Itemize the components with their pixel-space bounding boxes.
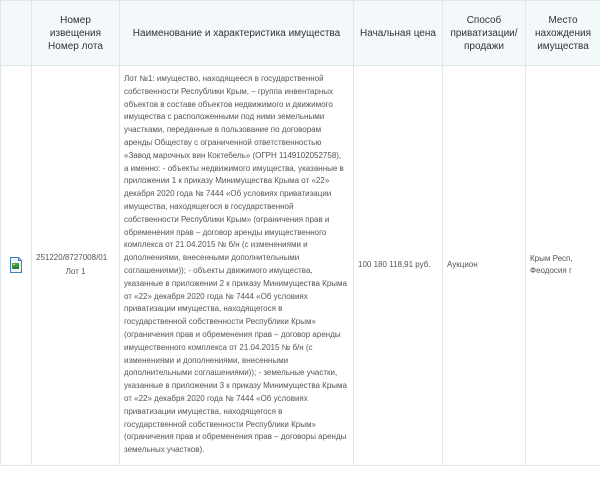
- document-icon[interactable]: [9, 257, 23, 273]
- header-icon-cell: [1, 1, 32, 66]
- header-method: Способ приватизации/ продажи: [443, 1, 526, 66]
- table-row[interactable]: [1, 66, 600, 466]
- place-cell: Крым Респ, Феодосия г: [526, 66, 600, 466]
- notice-number-cell: [32, 66, 120, 466]
- header-price: Начальная цена: [354, 1, 443, 66]
- notice-number[interactable]: 251220/8727008/01: [36, 252, 108, 262]
- header-notice-number: Номер извещения Номер лота: [32, 1, 120, 66]
- description-cell: Лот №1: имущество, находящееся в государственной собственности Республики Крым, – группа инвентарных объектов в составе объектов недвижимого и движимого имущества с расположенными под ними земельными участками, переданные в пользование по договорам аренды Обществу с ограниченной ответственностью «Завод марочных вин Коктебель» (ОГРН 1149102052758), а именно: - объекты недвижимого имущества, указанные в приложении 1 к приказу Минимущества Крыма от «22» декабря 2020 года № 7444 «Об условиях приватизации имущества, находящегося в государственной собственности Республики Крым» (ограничения прав и обременения прав – договор аренды имущественного комплекса от 21.04.2015 № б/н (с изменениями и дополнениями, внесенными дополнительными соглашениями)); - объекты движимого имущества, указанные в приложении 2 к приказу Минимущества Крыма от «22» декабря 2020 года № 7444 «Об условиях приватизации имущества, находящегося в государственной собственности Республики Крым» (ограничения прав и обременения прав – договор аренды имущественного комплекса от 21.04.2015 № б/н (с изменениями и дополнениями, внесенными дополнительными соглашениями)); - земельные участки, указанные в приложении 3 к приказу Минимущества Крыма от «22» декабря 2020 года № 7444 «Об условиях приватизации имущества, находящегося в государственной собственности Республики Крым» (ограничения прав и обременения прав – договоры аренды земельных участков).: [120, 66, 354, 466]
- method-cell: Аукцион: [443, 66, 526, 466]
- lot-label: Лот 1: [65, 267, 86, 277]
- header-place: Место нахождения имущества: [526, 1, 600, 66]
- header-description: Наименование и характеристика имущества: [120, 1, 354, 66]
- price-cell: 100 180 118,91 руб.: [354, 66, 443, 466]
- table-header-row: [1, 1, 600, 66]
- row-icon-cell[interactable]: [1, 66, 32, 466]
- table-bottom-divider: [0, 465, 600, 466]
